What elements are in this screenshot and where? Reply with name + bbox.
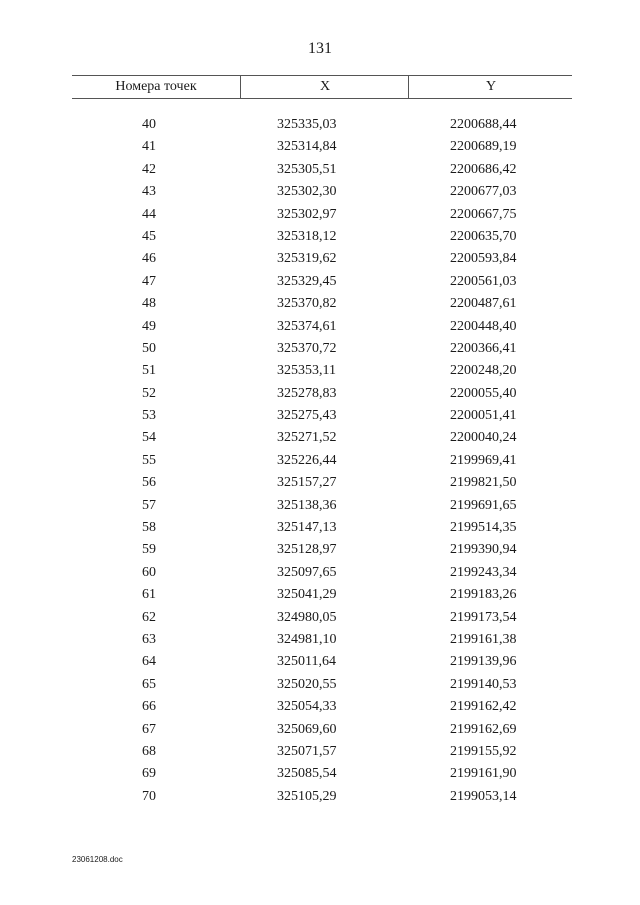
y-coordinate-cell: 2199243,34 bbox=[450, 564, 517, 580]
y-coordinate-cell: 2199969,41 bbox=[450, 452, 517, 468]
table-row bbox=[72, 674, 572, 696]
point-number-cell: 70 bbox=[142, 788, 156, 804]
y-coordinate-cell: 2199053,14 bbox=[450, 788, 517, 804]
table-row bbox=[72, 204, 572, 226]
x-coordinate-cell: 325305,51 bbox=[277, 161, 337, 177]
y-coordinate-cell: 2199183,26 bbox=[450, 587, 517, 603]
y-coordinate-cell: 2200040,24 bbox=[450, 430, 517, 446]
x-coordinate-cell: 325370,82 bbox=[277, 296, 337, 312]
point-number-cell: 68 bbox=[142, 743, 156, 759]
point-number-cell: 54 bbox=[142, 430, 156, 446]
point-number-cell: 48 bbox=[142, 296, 156, 312]
x-coordinate-cell: 325318,12 bbox=[277, 228, 337, 244]
point-number-cell: 45 bbox=[142, 228, 156, 244]
y-coordinate-cell: 2199173,54 bbox=[450, 609, 517, 625]
point-number-cell: 51 bbox=[142, 363, 156, 379]
point-number-cell: 50 bbox=[142, 340, 156, 356]
point-number-cell: 56 bbox=[142, 475, 156, 491]
x-coordinate-cell: 325335,03 bbox=[277, 117, 337, 132]
table-row bbox=[72, 316, 572, 338]
table-row bbox=[72, 607, 572, 629]
x-coordinate-cell: 325314,84 bbox=[277, 139, 337, 155]
y-coordinate-cell: 2200667,75 bbox=[450, 206, 517, 222]
x-coordinate-cell: 325071,57 bbox=[277, 743, 337, 759]
y-coordinate-cell: 2199161,38 bbox=[450, 631, 517, 647]
y-coordinate-cell: 2199155,92 bbox=[450, 743, 517, 759]
y-coordinate-cell: 2200448,40 bbox=[450, 318, 517, 334]
y-coordinate-cell: 2200487,61 bbox=[450, 296, 517, 312]
y-coordinate-cell: 2200635,70 bbox=[450, 228, 517, 244]
x-coordinate-cell: 325302,30 bbox=[277, 184, 337, 200]
x-coordinate-cell: 325370,72 bbox=[277, 340, 337, 356]
x-coordinate-cell: 325302,97 bbox=[277, 206, 337, 222]
table-header bbox=[72, 75, 572, 99]
table-row bbox=[72, 271, 572, 293]
table-row bbox=[72, 786, 572, 808]
y-coordinate-cell: 2200366,41 bbox=[450, 340, 517, 356]
table-row bbox=[72, 383, 572, 405]
y-coordinate-cell: 2200686,42 bbox=[450, 161, 517, 177]
y-coordinate-cell: 2199514,35 bbox=[450, 520, 517, 536]
point-number-cell: 60 bbox=[142, 564, 156, 580]
y-coordinate-cell: 2199162,69 bbox=[450, 721, 517, 737]
x-coordinate-cell: 325157,27 bbox=[277, 475, 337, 491]
point-number-cell: 61 bbox=[142, 587, 156, 603]
point-number-cell: 43 bbox=[142, 184, 156, 200]
x-coordinate-cell: 325271,52 bbox=[277, 430, 337, 446]
y-coordinate-cell: 2200051,41 bbox=[450, 408, 517, 424]
table-row bbox=[72, 293, 572, 315]
table-row bbox=[72, 651, 572, 673]
page-number: 131 bbox=[308, 40, 332, 57]
x-coordinate-cell: 325147,13 bbox=[277, 520, 337, 536]
x-coordinate-cell: 325226,44 bbox=[277, 452, 337, 468]
y-coordinate-cell: 2200561,03 bbox=[450, 273, 517, 289]
x-coordinate-cell: 325097,65 bbox=[277, 564, 337, 580]
point-number-cell: 40 bbox=[142, 117, 156, 132]
x-coordinate-cell: 325353,11 bbox=[277, 363, 336, 379]
point-number-cell: 49 bbox=[142, 318, 156, 334]
y-coordinate-cell: 2200248,20 bbox=[450, 363, 517, 379]
table-row bbox=[72, 159, 572, 181]
table-row bbox=[72, 248, 572, 270]
header-x: X bbox=[240, 76, 409, 98]
x-coordinate-cell: 325085,54 bbox=[277, 766, 337, 782]
point-number-cell: 63 bbox=[142, 631, 156, 647]
y-coordinate-cell: 2200688,44 bbox=[450, 117, 517, 132]
point-number-cell: 55 bbox=[142, 452, 156, 468]
x-coordinate-cell: 325054,33 bbox=[277, 699, 337, 715]
x-coordinate-cell: 325069,60 bbox=[277, 721, 337, 737]
table-row bbox=[72, 181, 572, 203]
y-coordinate-cell: 2200677,03 bbox=[450, 184, 517, 200]
header-y: Y bbox=[408, 76, 573, 98]
table-row bbox=[72, 763, 572, 785]
point-number-cell: 64 bbox=[142, 654, 156, 670]
x-coordinate-cell: 325278,83 bbox=[277, 385, 337, 401]
point-number-cell: 69 bbox=[142, 766, 156, 782]
y-coordinate-cell: 2199161,90 bbox=[450, 766, 517, 782]
x-coordinate-cell: 325128,97 bbox=[277, 542, 337, 558]
y-coordinate-cell: 2199139,96 bbox=[450, 654, 517, 670]
point-number-cell: 66 bbox=[142, 699, 156, 715]
table-row bbox=[72, 719, 572, 741]
x-coordinate-cell: 325275,43 bbox=[277, 408, 337, 424]
x-coordinate-cell: 325374,61 bbox=[277, 318, 337, 334]
point-number-cell: 47 bbox=[142, 273, 156, 289]
x-coordinate-cell: 325329,45 bbox=[277, 273, 337, 289]
point-number-cell: 53 bbox=[142, 408, 156, 424]
y-coordinate-cell: 2200689,19 bbox=[450, 139, 517, 155]
point-number-cell: 41 bbox=[142, 139, 156, 155]
table-row bbox=[72, 450, 572, 472]
point-number-cell: 58 bbox=[142, 520, 156, 536]
point-number-cell: 57 bbox=[142, 497, 156, 513]
y-coordinate-cell: 2200055,40 bbox=[450, 385, 517, 401]
y-coordinate-cell: 2200593,84 bbox=[450, 251, 517, 267]
point-number-cell: 65 bbox=[142, 676, 156, 692]
table-row bbox=[72, 495, 572, 517]
table-row bbox=[72, 562, 572, 584]
table-row bbox=[72, 136, 572, 158]
x-coordinate-cell: 324980,05 bbox=[277, 609, 337, 625]
y-coordinate-cell: 2199162,42 bbox=[450, 699, 517, 715]
x-coordinate-cell: 325105,29 bbox=[277, 788, 337, 804]
header-point-number: Номера точек bbox=[115, 79, 197, 94]
table-row bbox=[72, 405, 572, 427]
table-row bbox=[72, 427, 572, 449]
table-row bbox=[72, 741, 572, 763]
table-row bbox=[72, 629, 572, 651]
table-row bbox=[72, 584, 572, 606]
y-coordinate-cell: 2199140,53 bbox=[450, 676, 517, 692]
table-row bbox=[72, 696, 572, 718]
y-coordinate-cell: 2199390,94 bbox=[450, 542, 517, 558]
table-row bbox=[72, 114, 572, 136]
x-coordinate-cell: 325319,62 bbox=[277, 251, 337, 267]
point-number-cell: 62 bbox=[142, 609, 156, 625]
footer-doc-id: 23061208.doc bbox=[72, 855, 123, 864]
table-row bbox=[72, 539, 572, 561]
table-row bbox=[72, 517, 572, 539]
table-row bbox=[72, 360, 572, 382]
x-coordinate-cell: 325011,64 bbox=[277, 654, 336, 670]
table-row bbox=[72, 338, 572, 360]
x-coordinate-cell: 325020,55 bbox=[277, 676, 337, 692]
point-number-cell: 52 bbox=[142, 385, 156, 401]
y-coordinate-cell: 2199691,65 bbox=[450, 497, 517, 513]
point-number-cell: 44 bbox=[142, 206, 156, 222]
x-coordinate-cell: 325138,36 bbox=[277, 497, 337, 513]
point-number-cell: 67 bbox=[142, 721, 156, 737]
table-row bbox=[72, 226, 572, 248]
y-coordinate-cell: 2199821,50 bbox=[450, 475, 517, 491]
table-body bbox=[72, 114, 572, 808]
point-number-cell: 46 bbox=[142, 251, 156, 267]
x-coordinate-cell: 324981,10 bbox=[277, 631, 337, 647]
table-row bbox=[72, 472, 572, 494]
point-number-cell: 42 bbox=[142, 161, 156, 177]
x-coordinate-cell: 325041,29 bbox=[277, 587, 337, 603]
point-number-cell: 59 bbox=[142, 542, 156, 558]
